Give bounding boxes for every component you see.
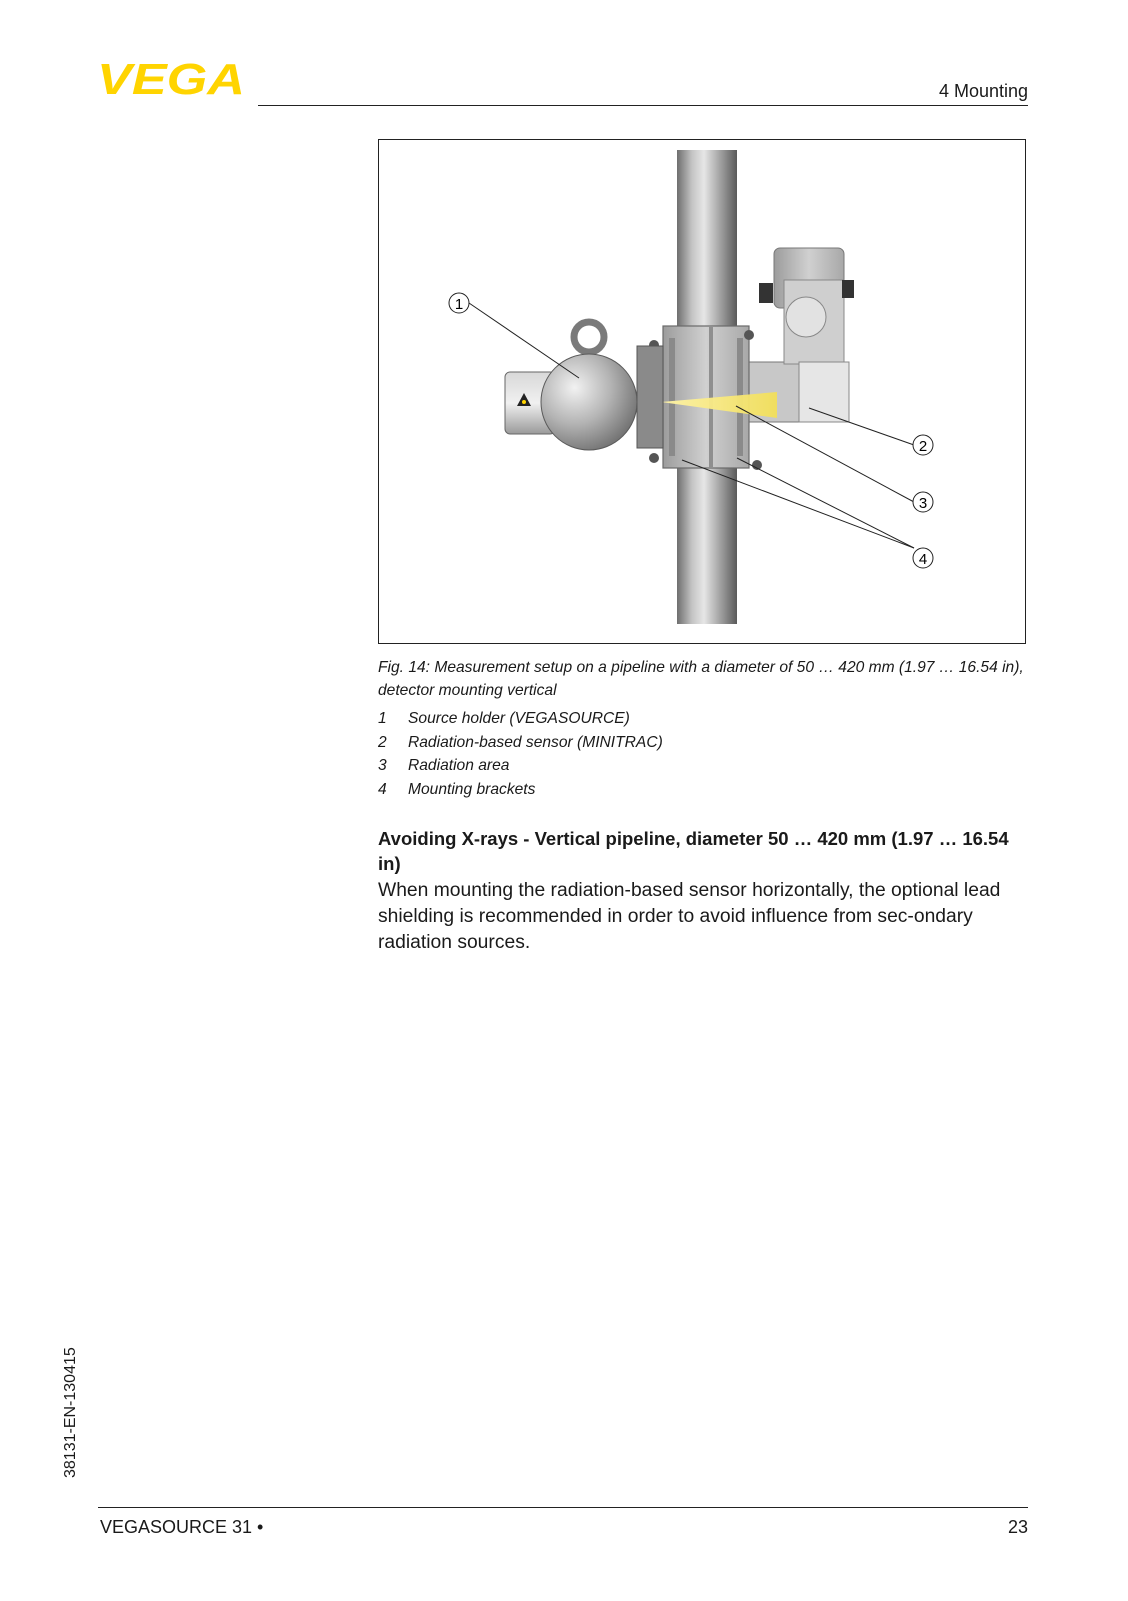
legend-number: 2 <box>378 733 387 751</box>
logo-text: VEGA <box>97 58 245 100</box>
callout-3 <box>913 492 933 512</box>
legend-item <box>378 707 663 731</box>
legend-label: Mounting brackets <box>408 780 536 798</box>
legend-number: 1 <box>378 710 387 727</box>
legend-item <box>378 754 663 778</box>
legend-item <box>378 778 663 802</box>
legend-label: Radiation area <box>408 757 510 774</box>
callout-2-label: 2 <box>918 438 928 455</box>
callout-2 <box>913 435 933 455</box>
footer-product: VEGASOURCE 31 • <box>100 1517 264 1537</box>
legend-number: 3 <box>378 757 387 774</box>
document-id: 38131-EN-130415 <box>62 1347 79 1478</box>
figure-legend <box>378 707 663 801</box>
source-holder <box>505 322 663 450</box>
body-paragraph: When mounting the radiation-based sensor horizontally, the optional lead shielding is recommended in order to avoid influence from sec-ondary radiation sources. <box>378 880 1001 953</box>
footer-rule <box>98 1507 1028 1508</box>
legend-label: Source holder (VEGASOURCE) <box>408 710 630 727</box>
figure-frame <box>378 139 1026 644</box>
section-heading: Avoiding X-rays - Vertical pipeline, diameter 50 … 420 mm (1.97 … 16.54 in) <box>378 828 1009 874</box>
measurement-setup-illustration <box>379 140 1024 642</box>
vega-logo <box>97 58 247 100</box>
callout-4 <box>913 548 933 568</box>
section-title: 4 Mounting <box>938 81 1028 101</box>
figure-caption: Fig. 14: Measurement setup on a pipeline with a diameter of 50 … 420 mm (1.97 … 16.54 in), detector mounting vertical <box>378 659 1024 699</box>
legend-item <box>378 731 663 755</box>
callout-4-label: 4 <box>918 551 928 568</box>
callout-1-label: 1 <box>454 296 464 313</box>
callout-1 <box>449 293 469 313</box>
legend-number: 4 <box>378 780 387 798</box>
page-number: 23 <box>1007 1517 1028 1537</box>
header-rule <box>258 105 1028 106</box>
callout-3-label: 3 <box>918 495 928 512</box>
legend-label: Radiation-based sensor (MINITRAC) <box>408 733 663 751</box>
